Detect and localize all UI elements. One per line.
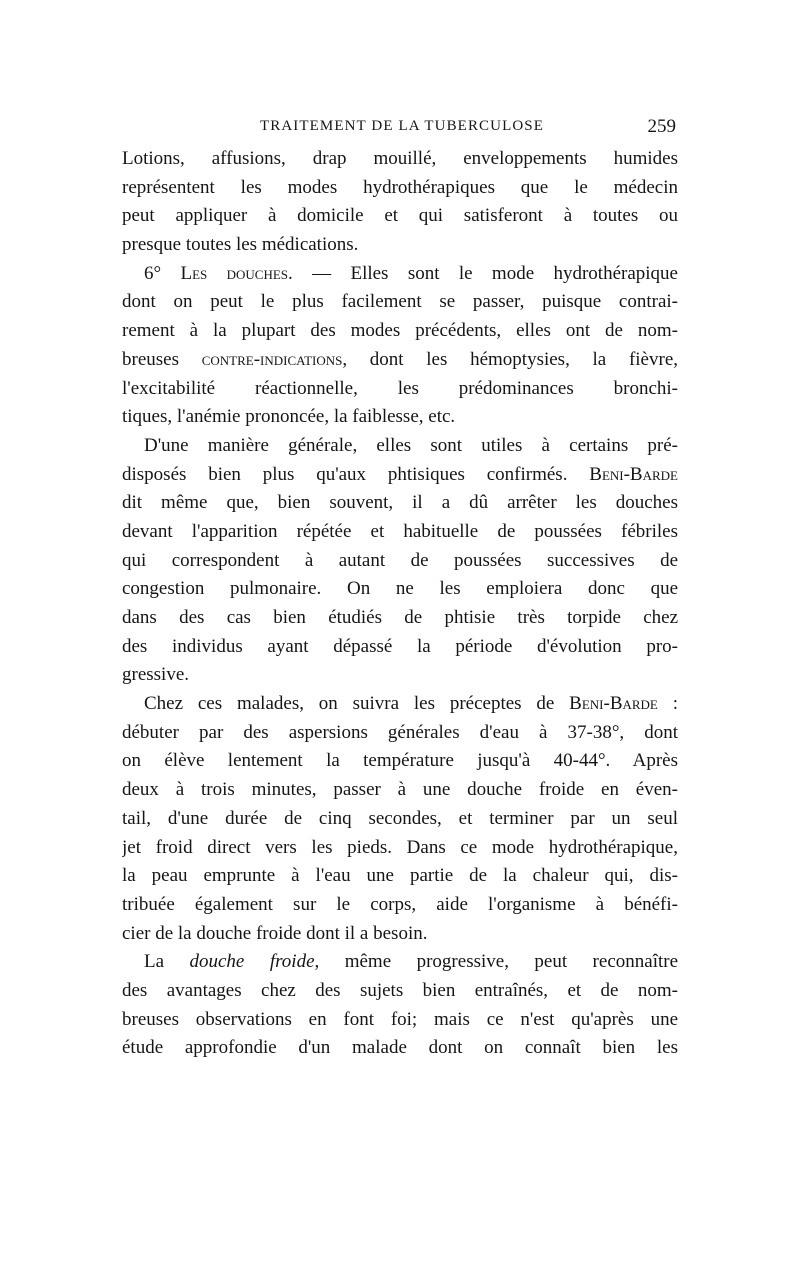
text-line: peut appliquer à domicile et qui satisferont à toutes ou — [122, 205, 678, 227]
text-line: rement à la plupart des modes précédents, elles ont de nom- — [122, 320, 678, 342]
small-caps-term: contre-indications — [201, 348, 343, 370]
text-line: qui correspondent à autant de poussées successives de — [122, 549, 678, 571]
text-line — [122, 260, 678, 289]
text-line: tiques, l'anémie prononcée, la faiblesse, etc. — [122, 406, 456, 428]
text-line: breuses observations en font foi; mais ce n'est qu'après une — [122, 1008, 678, 1030]
text-line: deux à trois minutes, passer à une douche froide en éven- — [122, 779, 678, 801]
text-segment: Chez ces malades, on suivra les préceptes de — [144, 693, 570, 715]
running-head: TRAITEMENT DE LA TUBERCULOSE — [260, 118, 544, 134]
body-text — [122, 145, 678, 1063]
text-line: dit même que, bien souvent, il a dû arrêter les douches — [122, 492, 678, 514]
text-line — [122, 948, 678, 977]
text-segment: , dont les hémoptysies, la fièvre, — [342, 348, 678, 370]
text-line: congestion pulmonaire. On ne les emploiera donc que — [122, 578, 678, 600]
text-line: on élève lentement la température jusqu'à 40-44°. Après — [122, 750, 678, 772]
text-line: dont on peut le plus facilement se passer, puisque contrai- — [122, 291, 678, 313]
text-segment: breuses — [122, 348, 202, 370]
text-line: Lotions, affusions, drap mouillé, enveloppements humides — [122, 148, 678, 169]
text-segment: : — [657, 693, 678, 715]
text-line — [122, 461, 678, 490]
author-name: Beni-Barde — [589, 463, 678, 485]
text-line: jet froid direct vers les pieds. Dans ce mode hydrothérapique, — [122, 836, 678, 858]
text-segment: , même progressive, peut reconnaître — [314, 951, 678, 973]
page-header — [122, 116, 682, 140]
text-line: l'excitabilité réactionnelle, les prédominances bronchi- — [122, 377, 678, 399]
text-segment: disposés bien plus qu'aux phtisiques confirmés. — [122, 463, 590, 485]
text-line: étude approfondie d'un malade dont on connaît bien les — [122, 1037, 678, 1059]
text-line: tail, d'une durée de cinq secondes, et terminer par un seul — [122, 807, 678, 829]
text-line: des avantages chez des sujets bien entraînés, et de nom- — [122, 979, 678, 1001]
section-title: Les douches — [180, 262, 288, 284]
text-line: débuter par des aspersions générales d'eau à 37-38°, dont — [122, 721, 678, 743]
text-line: des individus ayant dépassé la période d'évolution pro- — [122, 635, 678, 657]
italic-term: douche froide — [189, 951, 315, 973]
text-segment: 6° — [144, 262, 181, 284]
text-line: cier de la douche froide dont il a besoin. — [122, 922, 428, 944]
text-line — [122, 690, 678, 719]
text-line — [122, 346, 678, 375]
page-number: 259 — [647, 116, 676, 137]
author-name: Beni-Barde — [569, 693, 658, 715]
text-line: tribuée également sur le corps, aide l'organisme à bénéfi- — [122, 893, 678, 915]
text-line: devant l'apparition répétée et habituelle de poussées fébriles — [122, 520, 678, 542]
text-line: D'une manière générale, elles sont utiles à certains pré- — [144, 434, 678, 456]
text-segment: . — Elles sont le mode hydrothérapique — [288, 262, 678, 284]
text-segment: La — [144, 951, 190, 973]
text-line: presque toutes les médications. — [122, 234, 359, 256]
text-line: représentent les modes hydrothérapiques que le médecin — [122, 176, 678, 198]
text-line: gressive. — [122, 664, 190, 686]
text-line: la peau emprunte à l'eau une partie de la chaleur qui, dis- — [122, 865, 678, 887]
text-line: dans des cas bien étudiés de phtisie très torpide chez — [122, 607, 678, 628]
